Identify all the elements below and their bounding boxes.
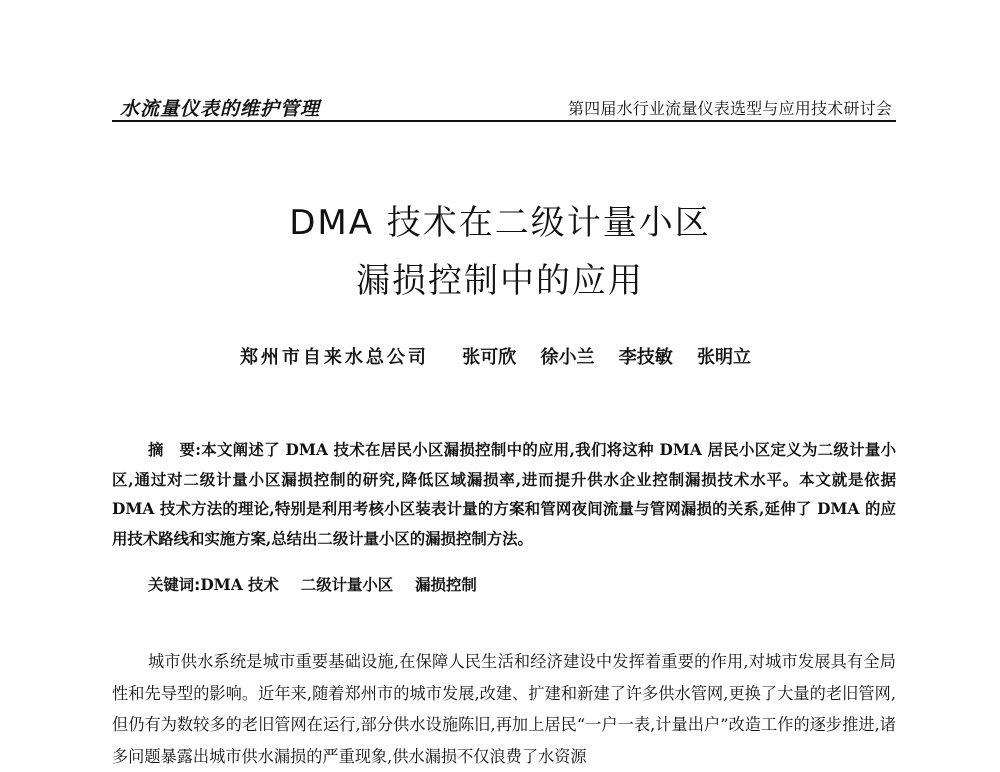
header-section-title: 水流量仪表的维护管理 bbox=[120, 98, 321, 120]
keyword: 漏损控制 bbox=[415, 576, 477, 594]
keywords-label: 关键词: bbox=[148, 576, 201, 594]
header-conference-title: 第四届水行业流量仪表选型与应用技术研讨会 bbox=[567, 99, 892, 118]
paper-title-line-1: DMA 技术在二级计量小区 bbox=[289, 203, 711, 243]
abstract-label: 摘 要: bbox=[148, 441, 201, 459]
keyword: 二级计量小区 bbox=[300, 576, 394, 594]
keywords bbox=[148, 573, 888, 595]
byline bbox=[0, 343, 1000, 369]
paper-title-line-2: 漏损控制中的应用 bbox=[356, 261, 644, 301]
author-name: 徐小兰 bbox=[540, 347, 595, 368]
body-paragraph: 城市供水系统是城市重要基础设施,在保障人民生活和经济建设中发挥着重要的作用,对城市发展具有全局性和先导型的影响。近年来,随着郑州市的城市发展,改建、扩建和新建了许多供水管网,更换了大量的老旧管网,但仍有为数较多的老旧管网在运行,部分供水设施陈旧,再加上居民“一户一表,计量出户”改造工作的逐步推进,诸多问题暴露出城市供水漏损的严重现象,供水漏损不仅浪费了水资源 bbox=[112, 652, 896, 766]
author-name: 李技敏 bbox=[618, 347, 673, 368]
header-rule bbox=[112, 120, 896, 122]
affiliation: 郑州市自来水总公司 bbox=[239, 347, 429, 368]
abstract bbox=[112, 436, 896, 554]
keyword: DMA 技术 bbox=[200, 576, 279, 594]
running-header bbox=[112, 92, 896, 120]
author-name: 张明立 bbox=[697, 347, 752, 368]
author-name: 张可欣 bbox=[462, 347, 517, 368]
abstract-text: 本文阐述了 DMA 技术在居民小区漏损控制中的应用,我们将这种 DMA 居民小区定义为二级计量小区,通过对二级计量小区漏损控制的研究,降低区域漏损率,进而提升供水企业控制漏损技术水平。本文就是依据 DMA 技术方法的理论,特别是利用考核小区装表计量的方案和管网夜间流量与管网漏损的关系,延伸了 DMA 的应用技术路线和实施方案,总结出二级计量小区的漏损控制方法。 bbox=[112, 441, 896, 548]
